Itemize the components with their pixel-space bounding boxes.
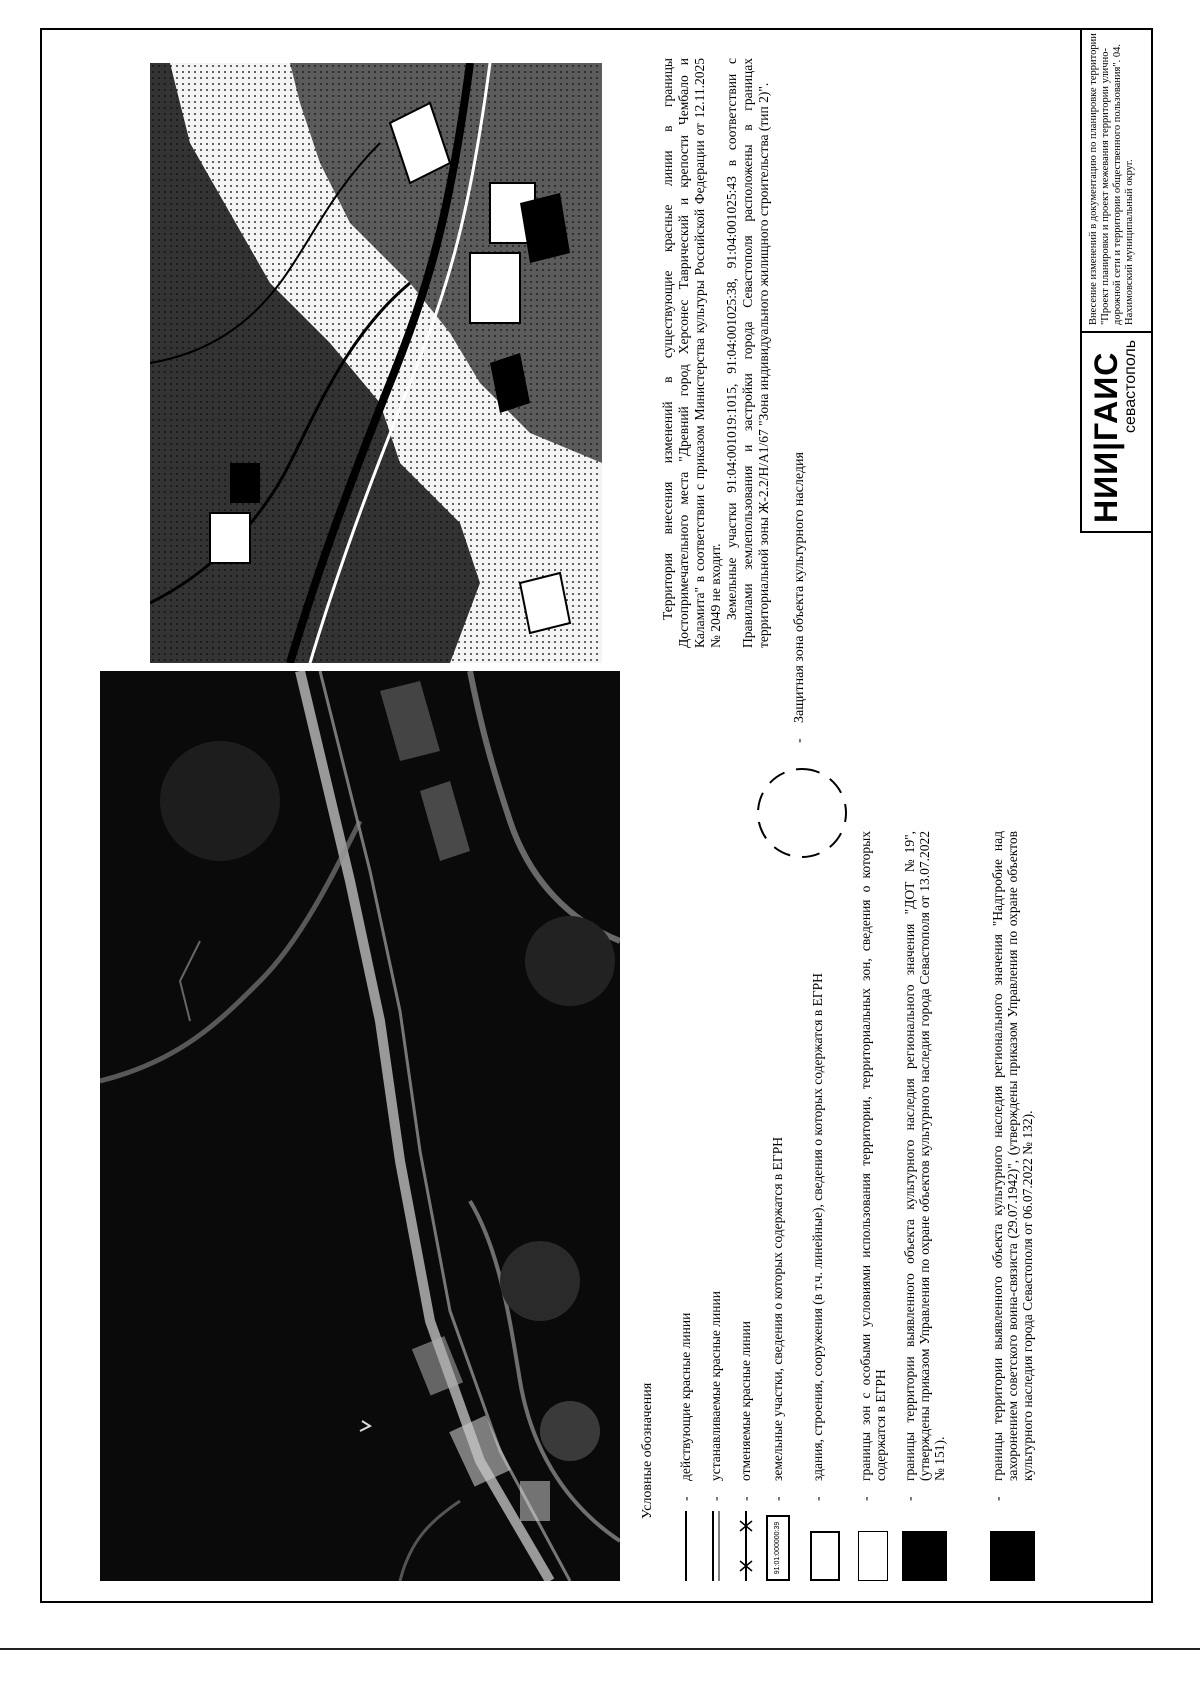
legend-item-label: здания, строения, сооружения (в т.ч. линейные), сведения о которых содержатся в ЕГРН xyxy=(810,973,825,1481)
legend-item-label: устанавливаемые красные линии xyxy=(708,1291,723,1481)
description-paragraph-2: Земельные участки 91:04:001019:1015, 91:04:001025:38, 91:04:001025:43 в соответствии с Правилами землепользования и застройки города Севастополя расположены в границах территориальной зоны Ж-2.2/Н/А1/67 "Зона индивидуального жилищного строительства (тип 2)". xyxy=(724,58,771,648)
legend-dash: - xyxy=(770,1496,785,1501)
legend-item-label: земельные участки, сведения о которых содержатся в ЕГРН xyxy=(770,1137,785,1481)
logo-main-text: НИИ|ГАИС xyxy=(1088,351,1124,523)
building-box-icon xyxy=(810,1531,840,1581)
legend-dash: - xyxy=(902,1496,917,1501)
legend-item-label: границы зон с особыми условиями использования территории, территориальных зон, сведения о которых содержатся в ЕГРН xyxy=(858,831,888,1481)
double-line-icon xyxy=(708,1511,724,1581)
legend-dash: - xyxy=(792,738,807,743)
black-box-icon xyxy=(902,1531,947,1581)
legend-dash: - xyxy=(810,1496,825,1501)
map-legend xyxy=(640,661,1140,1581)
logo-sub-text: севастополь xyxy=(1122,339,1139,433)
title-block xyxy=(1080,28,1153,533)
legend-dash: - xyxy=(708,1496,723,1501)
legend-dash: - xyxy=(858,1496,873,1501)
solid-line-icon xyxy=(678,1511,694,1581)
legend-dash: - xyxy=(678,1496,693,1501)
company-logo xyxy=(1082,331,1153,531)
legend-dash: - xyxy=(738,1496,753,1501)
legend-item-label: границы территории выявленного объекта культурного наследия регионального значения "Надгробие над захоронением советского воина-связиста (29.07.1942)", (утверждены приказом Управления по охране объектов культурного наследия города Севастополя от 06.07.2022 № 132). xyxy=(990,831,1035,1481)
zone-box-icon xyxy=(858,1531,888,1581)
black-box-icon xyxy=(990,1531,1035,1581)
project-title: Внесение изменений в документацию по планировке территории "Проект планировки и проект межевания территории улично-дорожной сети и территории общественного пользования". 04. Нахимовский муниципальный округ. xyxy=(1088,33,1135,325)
legend-item-label: Защитная зона объекта культурного наследия xyxy=(792,452,807,723)
parcel-box-icon: 91:01:000000:39 xyxy=(766,1515,790,1581)
legend-title: Условные обозначения xyxy=(640,1382,655,1519)
dashed-circle-icon xyxy=(752,763,852,863)
description-paragraph-1: Территория внесения изменений в существующие красные линии в границы Достопримечательного места "Древний город Херсонес Таврический и крепости Чембало и Каламита" в соответствии с приказом Министерства культуры Российской Федерации от 12.11.2025 № 2049 не входит. xyxy=(660,58,723,648)
aerial-photo-overview xyxy=(150,63,602,663)
legend-item-label: отменяемые красные линии xyxy=(738,1320,753,1481)
aerial-photo-detail xyxy=(100,671,620,1581)
cross-line-icon xyxy=(738,1511,754,1581)
legend-item-label: действующие красные линии xyxy=(678,1312,693,1481)
description-block xyxy=(660,58,772,648)
legend-dash: - xyxy=(990,1496,1005,1501)
bottom-rule xyxy=(0,1648,1200,1650)
map-sheet xyxy=(40,28,1153,1603)
legend-item-label: границы территории выявленного объекта культурного наследия регионального значения "ДОТ №19", (утверждены приказом Управления по охране объектов культурного наследия города Севастополя от 13.07.2022 № 151). xyxy=(902,831,947,1481)
